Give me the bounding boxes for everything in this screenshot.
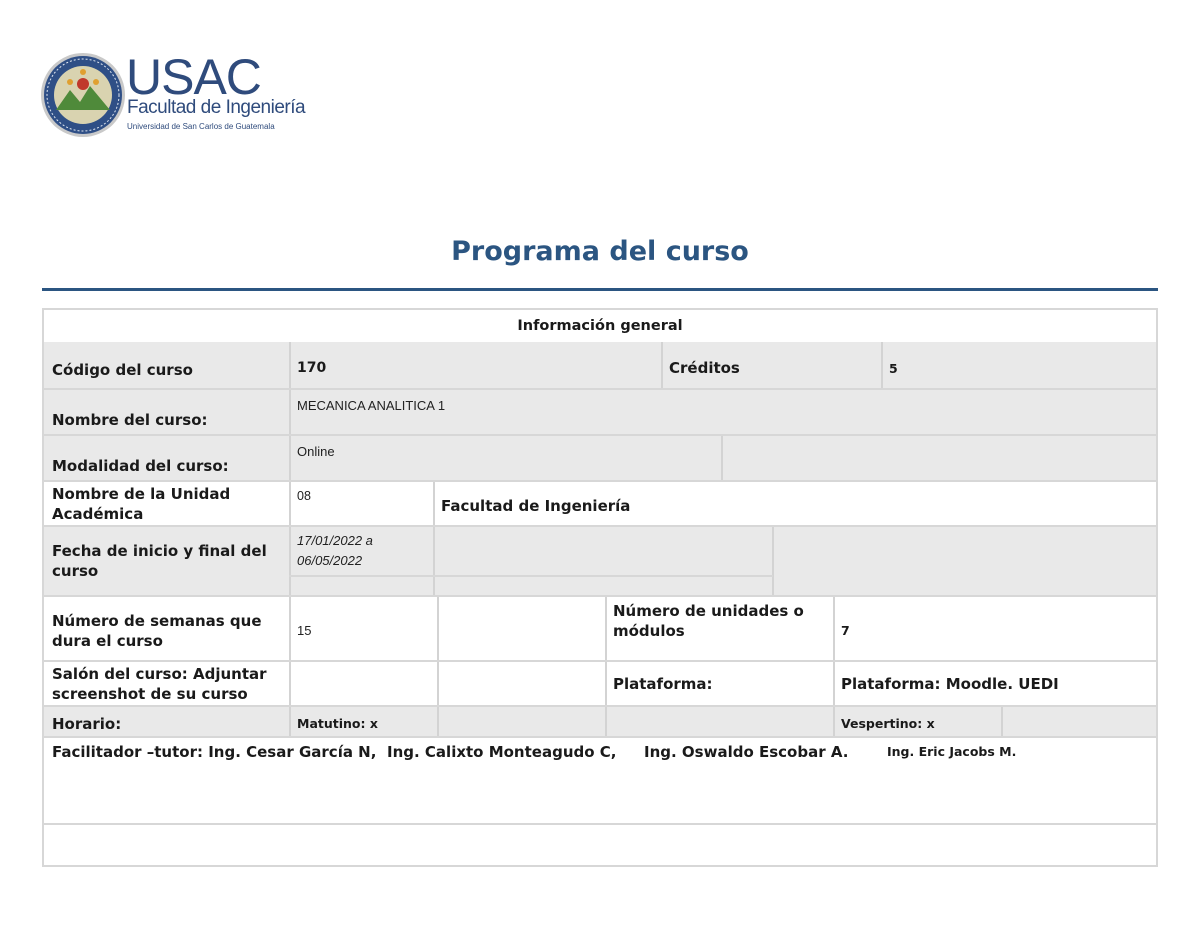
table-row (44, 480, 1156, 525)
modalidad-label: Modalidad del curso: (52, 457, 229, 475)
table-row (44, 736, 1156, 823)
plataforma-label: Plataforma: (613, 674, 713, 693)
fecha-label: Fecha de inicio y final del curso (52, 542, 267, 580)
table-row (44, 342, 1156, 388)
table-row (44, 388, 1156, 434)
unidad-code: 08 (297, 489, 311, 503)
logo-faculty: Facultad de Ingeniería (127, 97, 306, 118)
unidades-value: 7 (841, 623, 850, 638)
unidad-value: Facultad de Ingeniería (441, 496, 631, 515)
semanas-label: Número de semanas que dura el curso (52, 611, 262, 650)
unidades-label: Número de unidades o módulos (613, 602, 804, 640)
fecha-value: 17/01/2022 a 06/05/2022 (297, 533, 373, 568)
table-row (44, 595, 1156, 660)
horario-label: Horario: (52, 714, 122, 733)
table-row (44, 660, 1156, 705)
course-info-table (42, 308, 1158, 867)
table-row (44, 525, 1156, 595)
table-row (44, 434, 1156, 480)
tutor-2: Ing. Calixto Monteagudo C, (387, 743, 617, 761)
nombre-value: MECANICA ANALITICA 1 (297, 398, 446, 413)
table-header-row (44, 310, 1156, 342)
matutino-value: Matutino: x (297, 716, 378, 731)
logo-usac: USAC (126, 49, 261, 105)
usac-logo (40, 49, 306, 142)
salon-label: Salón del curso: Adjuntar screenshot de su curso (52, 664, 267, 703)
plataforma-value: Plataforma: Moodle. UEDI (841, 674, 1059, 693)
codigo-label: Código del curso (52, 361, 193, 379)
table-row (44, 705, 1156, 736)
tutor-4: Ing. Eric Jacobs M. (887, 744, 1017, 759)
creditos-label: Créditos (669, 359, 740, 377)
title-divider (42, 288, 1158, 291)
table-row (44, 823, 1156, 865)
modalidad-value: Online (297, 444, 335, 459)
codigo-value: 170 (297, 360, 327, 376)
page-title: Programa del curso (451, 236, 749, 267)
facilitador-label: Facilitador –tutor: Ing. Cesar García N, (52, 743, 377, 761)
table-header: Información general (517, 318, 683, 334)
tutor-3: Ing. Oswaldo Escobar A. (644, 743, 849, 761)
semanas-value: 15 (297, 622, 312, 638)
creditos-value: 5 (889, 360, 898, 376)
logo-university: Universidad de San Carlos de Guatemala (127, 122, 275, 131)
unidad-label: Nombre de la Unidad Académica (52, 484, 231, 523)
university-seal-icon (40, 52, 126, 138)
nombre-label: Nombre del curso: (52, 411, 208, 429)
vespertino-value: Vespertino: x (841, 716, 935, 731)
